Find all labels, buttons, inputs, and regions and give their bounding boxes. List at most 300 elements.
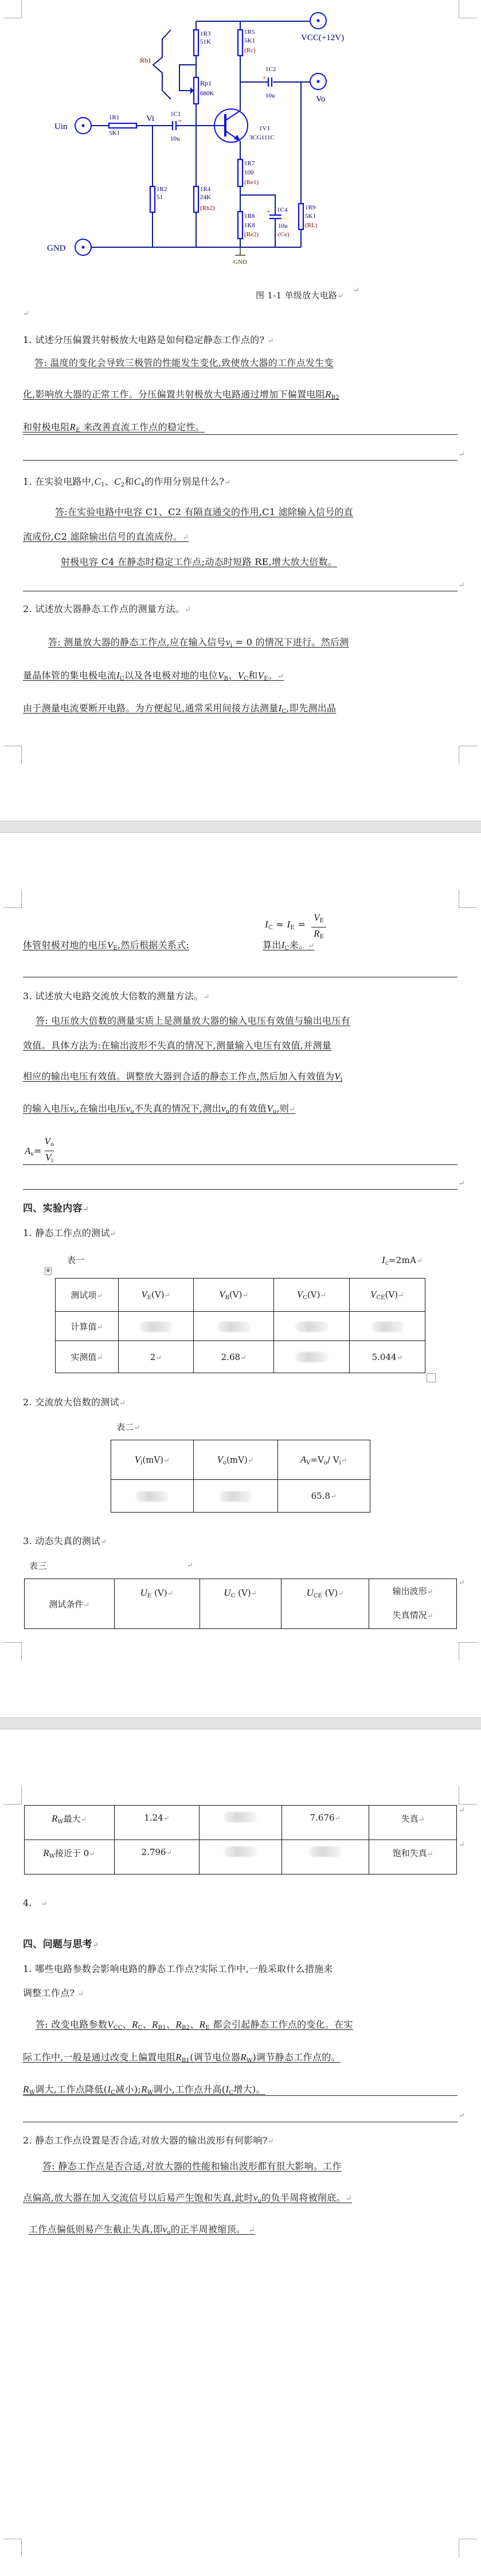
- paragraph-mark: ↵: [459, 1806, 465, 1815]
- table-header-cell: [193, 1440, 277, 1480]
- resistor-r8: [238, 212, 243, 239]
- answer-line: [23, 2019, 353, 2034]
- experiment-t1-headers-1-sym: V: [141, 1289, 147, 1300]
- prep-q3-a1-eq: v: [225, 637, 230, 648]
- prep-q2-c4: C: [134, 476, 141, 487]
- prep-q4-a4-vo: v: [126, 1103, 131, 1114]
- question-2-title: [23, 476, 231, 491]
- ground-symbol-label: GND: [233, 259, 247, 266]
- question-title: [23, 2135, 274, 2148]
- paragraph-mark: ↵: [41, 1900, 48, 1908]
- prep-q2-title-a: 1. 在实验电路中,: [23, 476, 95, 487]
- paragraph-mark: ↵: [23, 310, 30, 318]
- answer-line: [23, 637, 349, 652]
- prep-q4-a4-vo2: v: [221, 1103, 226, 1114]
- table-cell-redacted: [111, 1480, 194, 1513]
- answer-line: [23, 2084, 265, 2099]
- answer-rule: [23, 2095, 457, 2096]
- experiment-t3-headers-3-sub: CE: [313, 1593, 322, 1599]
- questions-a3-a: 调大,工作点降低(: [35, 2084, 108, 2095]
- resistor-r5: [238, 30, 243, 56]
- prep-q4-f-as: v: [30, 1151, 34, 1158]
- prep-q4-a4a: 的输入电压: [23, 1103, 70, 1114]
- table-cell: [277, 1480, 370, 1513]
- vo-label: Vo: [316, 95, 326, 104]
- experiment-s1: 1. 静态工作点的测试: [23, 1227, 110, 1238]
- table-cell: [114, 1840, 200, 1874]
- paragraph-mark: ↵: [164, 1291, 171, 1300]
- prep-q2-title-b: 的作用分别是什么?: [144, 476, 225, 487]
- questions-b3-b: 的正半周被缩顶。: [170, 2224, 246, 2235]
- questions-rcs: C: [138, 2025, 143, 2031]
- experiment-t1-cond-sym: I: [382, 1254, 385, 1265]
- prep-q3-a4-ve: V: [107, 940, 114, 950]
- questions-a3-ic: I: [107, 2084, 111, 2095]
- paragraph-mark: ↵: [134, 1424, 140, 1432]
- experiment-t3-headers-1-unit: (V): [154, 1588, 167, 1598]
- questions-a2-rb1s: B1: [181, 2057, 190, 2064]
- paragraph-mark: ↵: [82, 1205, 89, 1214]
- experiment-t1-headers-2-unit: (V): [229, 1289, 243, 1300]
- answer-line: 效值。具体方法为:在输出波形不失真的情况下,测量输入电压有效值,并测量: [23, 1040, 332, 1051]
- r2-value: 51: [157, 194, 163, 201]
- questions-a3-rw2s: W: [147, 2090, 154, 2096]
- table-1-condition: [382, 1254, 423, 1269]
- questions-re: R: [199, 2019, 206, 2030]
- ground-symbol: [235, 247, 245, 255]
- paragraph-mark: ↵: [267, 2137, 274, 2146]
- experiment-t3-headers-2-sub: C: [230, 1593, 236, 1599]
- prep-q4-a3-v: V: [334, 1071, 341, 1082]
- questions-q1-b: 调整工作点?: [23, 1987, 75, 1998]
- prep-q1-title: 1. 试述分压偏置共射极放大电路是如何稳定静态工作点的?: [23, 334, 265, 345]
- prep-q3-f-approx: ≈: [272, 919, 287, 930]
- experiment-t3-rows-0-label: 最大: [63, 1814, 81, 1824]
- table-2-ac-gain: [111, 1440, 370, 1513]
- experiment-t1-headers-0-text: 测试项: [71, 1290, 97, 1300]
- prep-q3-f-eq: =: [294, 919, 306, 930]
- table-cell: [369, 1806, 457, 1840]
- answer-line: 答: 电压放大倍数的测量实质上是测量放大器的输入电压有效值与输出电压有: [36, 1015, 350, 1026]
- paragraph-mark: ↵: [308, 942, 315, 950]
- paragraph-mark: ↵: [427, 1850, 433, 1858]
- prep-q1-a3-sub: E: [76, 427, 80, 434]
- table-cell-redacted: [350, 1312, 425, 1341]
- paragraph-mark: ↵: [119, 1399, 126, 1408]
- table-cell-redacted: [193, 1480, 277, 1513]
- prep-q2-and: 和: [124, 476, 134, 487]
- paragraph-mark: ↵: [96, 1354, 103, 1362]
- questions-a3-rws: W: [29, 2090, 36, 2096]
- r8-value: 1K8: [244, 222, 255, 229]
- prep-q4-f-den: V: [45, 1152, 52, 1163]
- table-3-distortion-continued: [24, 1805, 457, 1874]
- experiment-t3-rows-0-cells-0: 1.24: [144, 1813, 163, 1823]
- prep-q4-a4-vs: i: [74, 1109, 76, 1115]
- table-header-cell: [25, 1579, 115, 1629]
- questions-res: E: [205, 2025, 210, 2031]
- questions-a3-c: 调小,工作点升高(: [153, 2084, 226, 2095]
- table-header-cell: [274, 1279, 350, 1312]
- questions-s3: 、: [166, 2019, 176, 2030]
- prep-q3-a1-eqv: = 0: [232, 637, 253, 648]
- questions-a2-b: (调节电位器: [190, 2052, 241, 2063]
- answer-line: [23, 2192, 352, 2207]
- margin-corner-mark: [3, 2539, 22, 2557]
- transistor-v1: [214, 109, 248, 142]
- table-3-caption: 表三: [29, 1561, 47, 1571]
- subsection-ac-gain-test: [23, 1397, 126, 1409]
- prep-q3-a2-vb: V: [217, 670, 224, 681]
- experiment-t3-headers-3-sym: U: [306, 1587, 314, 1598]
- prep-q4-f-dens: i: [51, 1158, 53, 1164]
- margin-corner-mark: [459, 1642, 477, 1661]
- rb1-label: Rb1: [140, 56, 152, 64]
- experiment-t1-rows-1-label: 实测值: [71, 1352, 97, 1362]
- experiment-t1-headers-3-sub: C: [303, 1295, 307, 1301]
- page-separator: [0, 821, 481, 833]
- experiment-t1-headers-1-unit: (V): [151, 1289, 165, 1300]
- c4-value: 10u: [278, 223, 288, 229]
- paragraph-mark: ↵: [459, 1179, 465, 1188]
- page-3: [0, 1729, 481, 2576]
- questions-s1: 、: [122, 2019, 132, 2030]
- prep-q4-a4b: ,在输出电压: [76, 1103, 126, 1114]
- prep-q3-a2b: 以及各电极对地的电位: [124, 670, 218, 681]
- prep-q4-f-num: V: [44, 1136, 50, 1147]
- prep-q4-a4-v: v: [69, 1103, 75, 1114]
- experiment-t2-headers-2-unit: =V: [310, 1454, 324, 1465]
- paragraph-mark: ↵: [182, 533, 189, 542]
- questions-q2: 2. 静态工作点设置是否合适,对放大器的输出波形有何影响?: [23, 2135, 268, 2146]
- answer-line: [23, 1071, 342, 1086]
- resistor-r7: [238, 159, 243, 186]
- table-cell: [114, 1806, 200, 1840]
- experiment-t1-cond-sub: c: [385, 1260, 389, 1266]
- table-row: [56, 1312, 425, 1341]
- questions-a2-rw: R: [240, 2052, 247, 2063]
- experiment-t3-rows-0-sym: R: [51, 1813, 58, 1824]
- answer-rule: [23, 1189, 457, 1190]
- questions-rb1s: B1: [158, 2025, 167, 2031]
- paragraph-mark: ↵: [427, 1588, 433, 1596]
- experiment-t2-headers-0-unit: (mV): [142, 1454, 164, 1465]
- experiment-t1-rows-1-cells-3: 5.044: [371, 1351, 397, 1362]
- prep-q3-a2-ves: E: [264, 676, 268, 682]
- row-label: [25, 1806, 115, 1840]
- prep-q3-a3-ic: I: [278, 703, 282, 714]
- experiment-t3-headers-1-sym: U: [140, 1587, 147, 1598]
- table-header-cell: [56, 1279, 119, 1312]
- margin-corner-mark: [3, 1642, 22, 1661]
- r5-alias: (Rc): [244, 47, 256, 54]
- prep-q1-a3a: 和射极电阻: [23, 422, 70, 432]
- prep-q2-a2: 流成份,C2 滤除输出信号的直流成份。: [23, 531, 183, 542]
- subsection-static-test: [23, 1227, 116, 1240]
- prep-q3-a4b: ,然后根据关系式:: [118, 940, 190, 950]
- table-header-row: [25, 1579, 457, 1629]
- experiment-t3-rows-1-cells-0: 2.796: [141, 1847, 166, 1857]
- paragraph-mark: ↵: [89, 1850, 96, 1858]
- table-cell: [194, 1341, 274, 1373]
- prep-q2-c2: C: [114, 476, 121, 487]
- page-separator: [0, 1717, 481, 1729]
- questions-a2-rws: W: [246, 2057, 253, 2064]
- paragraph-mark: ↵: [459, 450, 465, 459]
- paragraph-mark: ↵: [163, 1456, 170, 1465]
- table-row: [25, 1806, 457, 1840]
- r3-name: 1R3: [200, 30, 211, 37]
- r5-value: 5K1: [244, 37, 255, 44]
- paragraph-mark: ↵: [224, 478, 231, 487]
- prep-q3-f-dens: E: [319, 934, 324, 940]
- prep-q3-a3a: 由于测量电流要断开电路。为方便起见,通常采用间接方法测量: [23, 703, 279, 714]
- r9-alias: (RL): [305, 222, 318, 229]
- prep-q4-f-nums: o: [50, 1141, 54, 1148]
- answer-rule: [23, 1164, 457, 1165]
- c4-alias: (Ce): [278, 231, 290, 238]
- table-cell-redacted: [200, 1840, 281, 1874]
- answer-line: 射极电容 C4 在静态时稳定工作点;动态时短路 RE,增大放大倍数。: [61, 556, 338, 567]
- prep-q3-f-ic: I: [265, 919, 268, 930]
- experiment-s4: 4.: [23, 1897, 32, 1908]
- answer-line: [23, 670, 284, 685]
- paragraph-mark: ↵: [337, 292, 344, 301]
- questions-s4: 、: [190, 2019, 200, 2030]
- av-formula: [25, 1136, 54, 1167]
- experiment-t2-headers-0-sym: V: [134, 1453, 141, 1465]
- prep-q1-a2-sub: B2: [331, 395, 339, 401]
- figure-caption: [256, 290, 344, 302]
- prep-q3-f-den: R: [314, 928, 320, 939]
- section-heading-experiment: [23, 1203, 89, 1215]
- table-row: [56, 1341, 425, 1373]
- paragraph-mark: ↵: [248, 2226, 255, 2235]
- table-row: [111, 1480, 370, 1513]
- experiment-t3-rows-0-cells-2: 7.676: [310, 1813, 335, 1823]
- c2-name: 1C2: [265, 66, 276, 73]
- experiment-t3-rows-1-label: 接近于 0: [54, 1848, 89, 1858]
- experiment-t1-headers-4-unit: (V): [385, 1289, 398, 1300]
- prep-q1-a2-sym: R: [325, 389, 331, 400]
- paragraph-mark: ↵: [185, 606, 191, 614]
- questions-rb2: R: [175, 2019, 182, 2030]
- prep-q3-a2-end: 。: [268, 670, 278, 681]
- prep-q1-a3-sym: R: [69, 422, 76, 432]
- question-title: 1. 哪些电路参数会影响电路的静态工作点?实际工作中,一般采取什么措施来: [23, 1963, 333, 1974]
- c1-polarity: +: [178, 118, 182, 124]
- experiment-t2-headers-1-sym: V: [217, 1453, 224, 1465]
- answer-line: [23, 2224, 255, 2239]
- paragraph-mark: ↵: [418, 1815, 425, 1824]
- table-cell: [369, 1840, 457, 1874]
- resistor-r9: [299, 204, 303, 229]
- prep-q4-a4d: 的有效值: [229, 1103, 267, 1114]
- experiment-t1-rows-1-cells-0: 2: [150, 1351, 156, 1362]
- answer-line: [23, 940, 315, 954]
- subsection-4: [23, 1897, 48, 1910]
- margin-corner-mark: [3, 1786, 22, 1805]
- experiment-t2-caption: 表二: [116, 1422, 134, 1432]
- r8-name: 1R8: [244, 213, 255, 220]
- r4-name: 1R4: [200, 186, 211, 193]
- answer-line: [23, 531, 189, 544]
- paragraph-mark: ↵: [77, 1990, 84, 1998]
- experiment-t3-headers-3-unit: (V): [324, 1588, 338, 1598]
- v1-part: 3CG111C: [249, 134, 275, 141]
- paragraph-mark: ↵: [341, 1456, 347, 1465]
- table-header-cell: [200, 1579, 281, 1629]
- table-move-handle[interactable]: ✥: [45, 1267, 52, 1275]
- prep-q3-a4-ics: C: [284, 945, 290, 952]
- circuit-diagram: [0, 0, 481, 275]
- prep-q4-a4-vs: o: [273, 1109, 277, 1115]
- experiment-t2-row-2: 65.8: [311, 1491, 331, 1501]
- questions-vcc: V: [107, 2019, 114, 2030]
- table-header-row: [111, 1440, 370, 1480]
- questions-a3-rw2: R: [141, 2084, 147, 2095]
- c1-name: 1C1: [170, 111, 181, 118]
- c2-value: 10u: [265, 92, 275, 99]
- question-title: [23, 1987, 84, 2000]
- c2-polarity: +: [263, 75, 267, 81]
- prep-q3-f-nums: E: [319, 918, 324, 924]
- r3-value: 51K: [200, 38, 211, 45]
- table-cell-redacted: [274, 1312, 350, 1341]
- prep-q1-a2a: 化,影响放大器的正常工作。分压偏置共射极放大电路通过增加下偏置电阻: [23, 389, 325, 400]
- experiment-t1-headers-1-sub: E: [147, 1295, 152, 1301]
- questions-a3-d: 增大)。: [233, 2084, 265, 2095]
- experiment-t1-rows-1-cells-1: 2.68: [221, 1351, 241, 1362]
- prep-q4-a4e: ,则: [276, 1103, 290, 1114]
- questions-rb2s: B2: [182, 2025, 190, 2031]
- prep-q3-title: 2. 试述放大器静态工作点的测量方法。: [23, 603, 185, 614]
- table-header-cell: [350, 1279, 425, 1312]
- r2-name: 1R2: [157, 186, 167, 193]
- experiment-t1-headers-2-sub: B: [225, 1295, 229, 1301]
- prep-q3-a4d: 来。: [289, 940, 308, 950]
- paragraph-mark: ↵: [459, 1841, 465, 1849]
- questions-b2-vs: o: [257, 2198, 262, 2204]
- table-header-cell: [111, 1440, 194, 1480]
- row-label: [56, 1312, 119, 1341]
- prep-q4-a4-v: V: [267, 1103, 273, 1114]
- prep-q4-a4-vos: o: [130, 1109, 134, 1115]
- questions-b3-v: v: [162, 2224, 167, 2235]
- questions-a3-ic2: I: [225, 2084, 229, 2095]
- answer-line: [23, 389, 339, 404]
- table-header-row: [56, 1279, 425, 1312]
- answer-line: 答: 温度的变化会导致三极管的性能发生变化,致使放大器的工作点发生变: [34, 357, 334, 368]
- table-header-cell: [194, 1279, 274, 1312]
- answer-line: 答:在实验电路中电容 C1、C2 有隔直通交的作用,C1 滤除输入信号的直: [55, 506, 354, 517]
- questions-rc: R: [132, 2019, 138, 2030]
- r7-name: 1R7: [244, 160, 255, 167]
- experiment-t2-headers-1-sub: o: [223, 1459, 227, 1466]
- questions-a2-a: 际工作中,一般是通过改变上偏置电阻: [23, 2052, 176, 2063]
- prep-q2-sep: 、: [104, 476, 115, 487]
- paragraph-mark: ↵: [427, 1612, 433, 1620]
- subsection-distortion-test: [23, 1536, 107, 1548]
- question-4-title: [23, 991, 210, 1003]
- c1-value: 10u: [170, 135, 180, 142]
- paragraph-mark: ↵: [459, 581, 465, 590]
- row-label: [56, 1341, 119, 1373]
- table-cell-redacted: [118, 1312, 194, 1341]
- prep-q3-a2-sep: 、: [228, 670, 238, 681]
- table-header-cell: [118, 1279, 194, 1312]
- paragraph-mark: ↵: [353, 286, 360, 295]
- prep-q3-a2-vbs: B: [224, 676, 229, 682]
- table-cell-redacted: [200, 1806, 281, 1840]
- table-cell: [281, 1806, 369, 1840]
- questions-b2-a: 点偏高,放大器在加入交流信号以后易产生饱和失真,此时: [23, 2192, 253, 2203]
- answer-line: [23, 1103, 295, 1118]
- paragraph-mark: ↵: [96, 1323, 103, 1332]
- table-2-caption: [116, 1421, 140, 1434]
- paragraph-mark: ↵: [334, 1814, 341, 1823]
- table-header-cell: [114, 1579, 200, 1629]
- paragraph-mark: ↵: [203, 993, 210, 1001]
- experiment-t2-headers-2-sub2: o: [323, 1459, 327, 1466]
- experiment-t1-headers-4-sym: V: [370, 1289, 377, 1300]
- questions-s2: 、: [142, 2019, 152, 2030]
- experiment-t3-rows-1-cells-3: 饱和失真: [392, 1848, 427, 1858]
- table-header-cell: [369, 1579, 457, 1629]
- prep-q3-f-ies: E: [290, 925, 295, 931]
- questions-a2-c: )调节静态工作点的。: [252, 2052, 341, 2063]
- c4-polarity: +: [267, 208, 271, 215]
- experiment-t1-headers-3-sym: V: [296, 1289, 303, 1300]
- prep-q3-a2-vc: V: [237, 670, 244, 681]
- questions-a3-b: 减小);: [115, 2084, 142, 2095]
- paragraph-mark: ↵: [267, 337, 274, 345]
- prep-q3-a2-ic: I: [116, 670, 120, 681]
- margin-corner-mark: [459, 2539, 477, 2557]
- table-cell-redacted: [194, 1312, 274, 1341]
- prep-q4-title: 3. 试述放大电路交流放大倍数的测量方法。: [23, 991, 204, 1001]
- uin-label: Uin: [54, 122, 68, 131]
- questions-a1-a: 答: 改变电路参数: [36, 2019, 108, 2030]
- experiment-t3-headers-1-sub: E: [147, 1593, 152, 1599]
- section-heading-questions: [23, 1939, 99, 1951]
- r9-value: 5K1: [305, 213, 316, 220]
- experiment-heading: 四、实验内容: [23, 1203, 83, 1214]
- question-3-title: [23, 603, 191, 616]
- prep-q3-a1a: 答: 测量放大器的静态工作点,应在输入信号: [48, 637, 226, 648]
- answer-line: [23, 2052, 341, 2067]
- page-1: [0, 0, 481, 821]
- prep-q2-c4s: 4: [140, 482, 145, 488]
- experiment-t2-headers-2-sub: V: [306, 1459, 311, 1466]
- paragraph-mark: ↵: [247, 1456, 254, 1465]
- prep-q3-f-ie: I: [287, 919, 291, 930]
- r4-alias: (Rb2): [200, 205, 215, 212]
- paragraph-mark: ↵: [80, 1815, 87, 1824]
- paragraph-mark: ↵: [100, 1538, 107, 1546]
- experiment-t3-rows-1-sub: W: [49, 1853, 55, 1860]
- questions-b3-vs: o: [167, 2230, 171, 2236]
- table-resize-handle[interactable]: [427, 1373, 436, 1382]
- experiment-t2-headers-1-unit: (mV): [226, 1454, 248, 1465]
- prep-q3-a4a: 体管射极对地的电压: [23, 940, 107, 950]
- prep-q2-c1s: 1: [101, 482, 105, 488]
- resistor-r4: [194, 186, 198, 212]
- prep-q4-a3-vs: i: [340, 1077, 343, 1083]
- margin-corner-mark: [3, 746, 22, 764]
- paragraph-mark: ↵: [459, 2111, 465, 2120]
- paragraph-mark: ↵: [163, 1814, 170, 1823]
